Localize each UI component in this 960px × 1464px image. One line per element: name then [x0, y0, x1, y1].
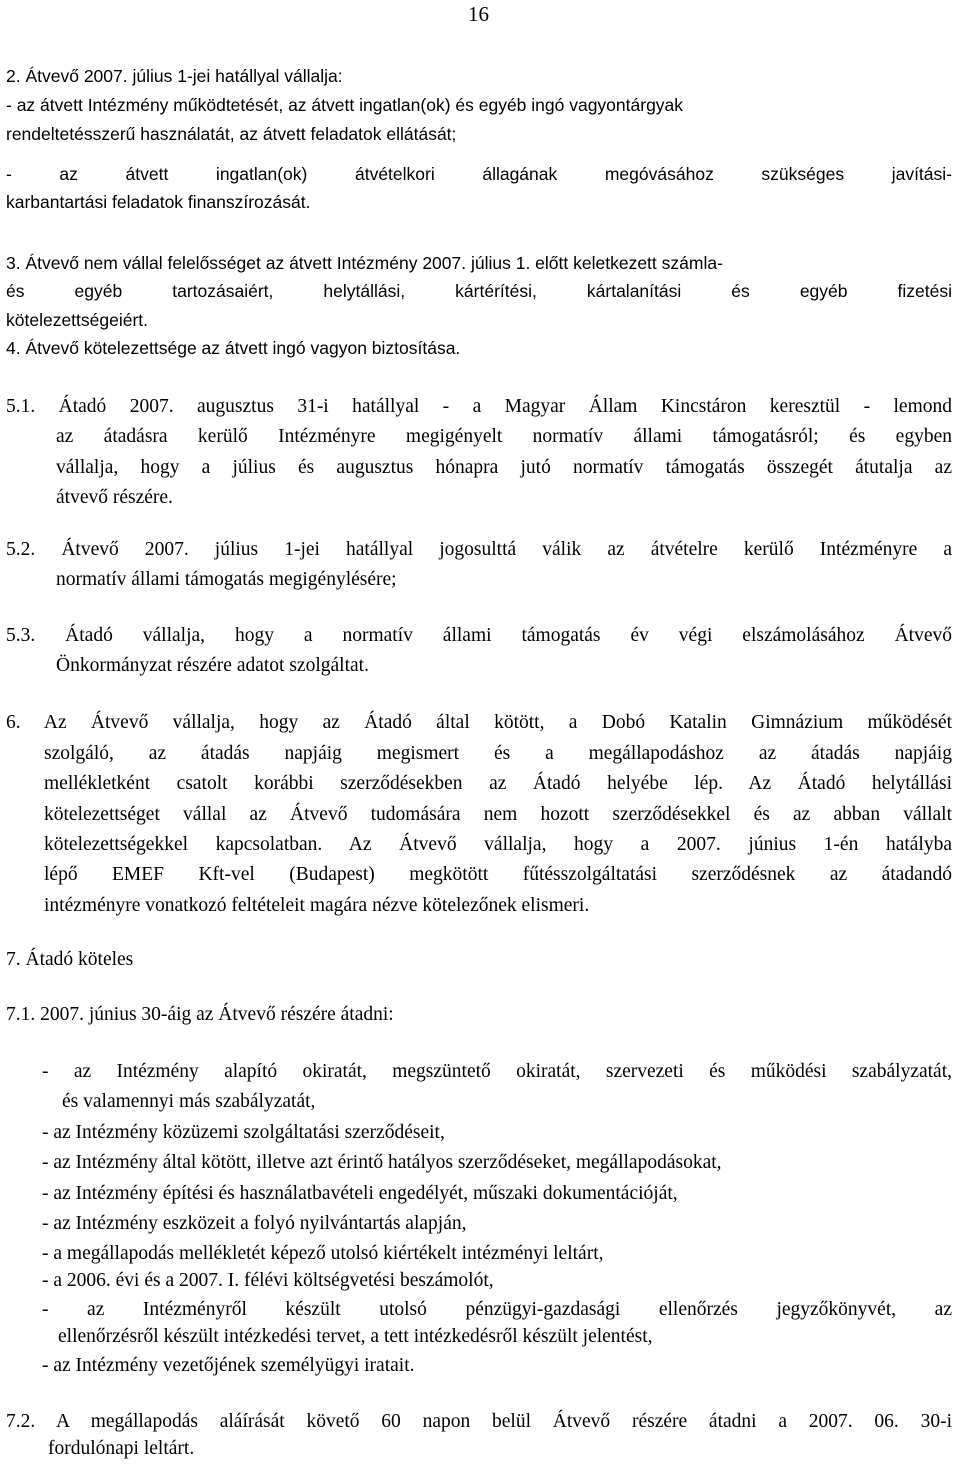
text-line: az átadásra kerülő Intézményre megigényelt normatív állami támogatásról; és egyben	[56, 426, 952, 447]
list-item-continuation: ellenőrzésről készült intézkedési tervet, a tett intézkedésről készült jelentést,	[58, 1326, 653, 1347]
text-line: 3. Átvevő nem vállal felelősséget az átvett Intézmény 2007. július 1. előtt keletkezett számla-	[6, 253, 723, 273]
list-item: - az Intézmény által kötött, illetve azt érintő hatályos szerződéseket, megállapodásokat,	[42, 1152, 722, 1173]
list-item: - az Intézmény építési és használatbavételi engedélyét, műszaki dokumentációját,	[42, 1183, 678, 1204]
text-line: 7.1. 2007. június 30-áig az Átvevő részére átadni:	[6, 1004, 394, 1025]
text-line: 4. Átvevő kötelezettsége az átvett ingó vagyon biztosítása.	[6, 338, 461, 358]
list-item-continuation: és valamennyi más szabályzatát,	[62, 1091, 316, 1112]
text-line: 5.2. Átvevő 2007. július 1-jei hatállyal jogosulttá válik az átvételre kerülő Intézményre a	[6, 539, 952, 560]
text-line: normatív állami támogatás megigénylésére;	[56, 569, 397, 590]
text-line: 5.1. Átadó 2007. augusztus 31-i hatállyal - a Magyar Állam Kincstáron keresztül - lemond	[6, 396, 952, 417]
text-line: 2. Átvevő 2007. július 1-jei hatállyal vállalja:	[6, 66, 343, 86]
text-line: lépő EMEF Kft-vel (Budapest) megkötött fűtésszolgáltatási szerződésnek az átadandó	[44, 864, 952, 885]
list-item: - az Intézmény alapító okiratát, megszüntető okiratát, szervezeti és működési szabályzatát,	[42, 1061, 952, 1082]
text-line: vállalja, hogy a július és augusztus hónapra jutó normatív támogatás összegét átutalja az	[56, 457, 952, 478]
text-line: átvevő részére.	[56, 487, 173, 508]
page-number: 16	[468, 2, 489, 26]
text-line: rendeltetésszerű használatát, az átvett feladatok ellátását;	[6, 124, 457, 144]
text-line: kötelezettségekkel kapcsolatban. Az Átvevő vállalja, hogy a 2007. június 1-én hatályba	[44, 834, 952, 855]
text-line: karbantartási feladatok finanszírozását.	[6, 192, 311, 212]
text-line: szolgáló, az átadás napjáig megismert és a megállapodáshoz az átadás napjáig	[44, 743, 952, 764]
text-line: mellékletként csatolt korábbi szerződésekben az Átadó helyébe lép. Az Átadó helytállási	[44, 773, 952, 794]
list-item: - a 2006. évi és a 2007. I. félévi költségvetési beszámolót,	[42, 1270, 494, 1291]
text-line: kötelezettséget vállal az Átvevő tudomására nem hozott szerződésekkel és az abban vállalt	[44, 804, 952, 825]
list-item: - az Intézmény közüzemi szolgáltatási szerződéseit,	[42, 1122, 445, 1143]
text-line: 7.2. A megállapodás aláírását követő 60 napon belül Átvevő részére átadni a 2007. 06. 30-i	[6, 1411, 952, 1432]
text-line: 7. Átadó köteles	[6, 949, 134, 970]
text-line: és egyéb tartozásaiért, helytállási, kártérítési, kártalanítási és egyéb fizetési	[6, 281, 952, 301]
text-line: 5.3. Átadó vállalja, hogy a normatív állami támogatás év végi elszámolásához Átvevő	[6, 625, 952, 646]
text-line: kötelezettségeiért.	[6, 310, 149, 330]
text-line: - az átvett ingatlan(ok) átvételkori állagának megóvásához szükséges javítási-	[6, 164, 952, 184]
list-item: - az Intézmény vezetőjének személyügyi iratait.	[42, 1355, 415, 1376]
list-item: - az Intézmény eszközeit a folyó nyilvántartás alapján,	[42, 1213, 467, 1234]
list-item: - az Intézményről készült utolsó pénzügyi-gazdasági ellenőrzés jegyzőkönyvét, az	[42, 1299, 952, 1320]
list-item: - a megállapodás mellékletét képező utolsó kiértékelt intézményi leltárt,	[42, 1243, 604, 1264]
text-line: - az átvett Intézmény működtetését, az átvett ingatlan(ok) és egyéb ingó vagyontárgyak	[6, 95, 684, 115]
text-line: Önkormányzat részére adatot szolgáltat.	[56, 655, 369, 676]
text-line: intézményre vonatkozó feltételeit magára nézve kötelezőnek elismeri.	[44, 895, 590, 916]
text-line: fordulónapi leltárt.	[48, 1438, 195, 1459]
text-line: 6. Az Átvevő vállalja, hogy az Átadó által kötött, a Dobó Katalin Gimnázium működését	[6, 712, 952, 733]
